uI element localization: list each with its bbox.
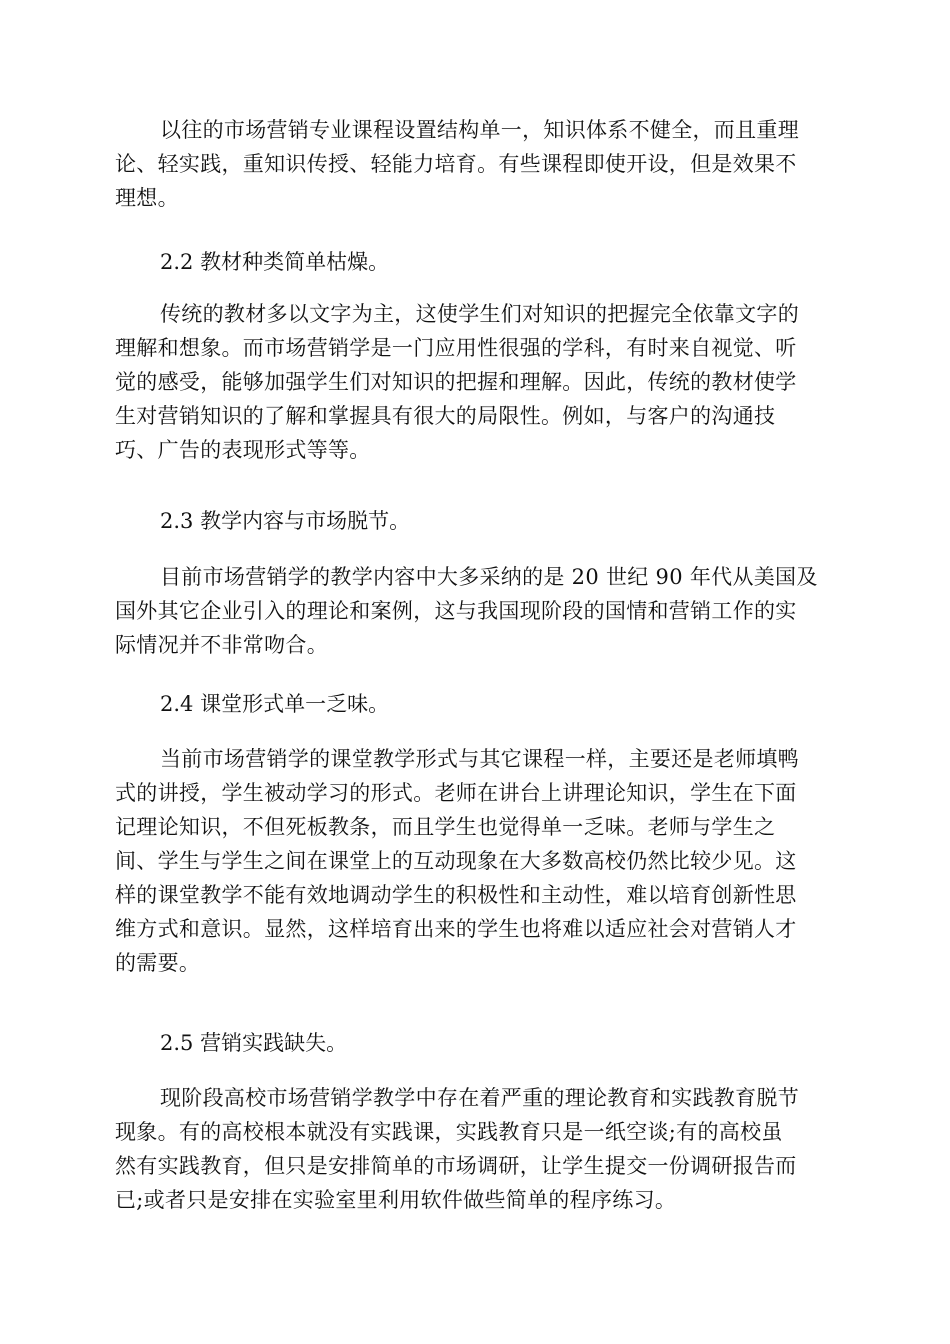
paragraph-classroom [115,742,835,980]
text-line: 传统的教材多以文字为主，这使学生们对知识的把握完全依靠文字的 [160,302,799,326]
section-heading-2-2: 2.2 教材种类简单枯燥。 [160,250,390,274]
text-line: 式的讲授，学生被动学习的形式。老师在讲台上讲理论知识，学生在下面 [115,781,797,805]
text-line: 以往的市场营销专业课程设置结构单一，知识体系不健全，而且重理 [160,118,799,142]
text-line: 现象。有的高校根本就没有实践课，实践教育只是一纸空谈;有的高校虽 [115,1120,783,1144]
text-line: 觉的感受，能够加强学生们对知识的把握和理解。因此，传统的教材使学 [115,370,797,394]
text-line: 理解和想象。而市场营销学是一门应用性很强的学科，有时来自视觉、听 [115,336,797,360]
text-line: 生对营销知识的了解和掌握具有很大的局限性。例如，与客户的沟通技 [115,404,776,428]
text-line: 记理论知识，不但死板教条，而且学生也觉得单一乏味。老师与学生之 [115,815,776,839]
text-line: 理想。 [115,186,179,210]
paragraph-textbooks [115,297,835,467]
text-line: 然有实践教育，但只是安排简单的市场调研，让学生提交一份调研报告而 [115,1154,797,1178]
text-line: 际情况并不非常吻合。 [115,633,328,657]
text-line: 样的课堂教学不能有效地调动学生的积极性和主动性，难以培育创新性思 [115,883,797,907]
section-heading-2-4: 2.4 课堂形式单一乏味。 [160,692,390,716]
section-heading-2-5: 2.5 营销实践缺失。 [160,1031,348,1055]
text-line: 巧、广告的表现形式等等。 [115,438,371,462]
text-line: 论、轻实践，重知识传授、轻能力培育。有些课程即使开设，但是效果不 [115,152,797,176]
text-line: 维方式和意识。显然，这样培育出来的学生也将难以适应社会对营销人才 [115,917,797,941]
text-line: 目前市场营销学的教学内容中大多采纳的是 20 世纪 90 年代从美国及 [160,565,818,589]
text-line: 现阶段高校市场营销学教学中存在着严重的理论教育和实践教育脱节 [160,1086,799,1110]
text-line: 已;或者只是安排在实验室里利用软件做些简单的程序练习。 [115,1188,677,1212]
paragraph-practice [115,1081,835,1217]
text-line: 的需要。 [115,951,201,975]
paragraph-content [115,560,835,662]
text-line: 间、学生与学生之间在课堂上的互动现象在大多数高校仍然比较少见。这 [115,849,797,873]
text-line: 国外其它企业引入的理论和案例，这与我国现阶段的国情和营销工作的实 [115,599,797,623]
paragraph-curriculum [115,113,835,215]
section-heading-2-3: 2.3 教学内容与市场脱节。 [160,509,411,533]
text-line: 当前市场营销学的课堂教学形式与其它课程一样，主要还是老师填鸭 [160,747,799,771]
